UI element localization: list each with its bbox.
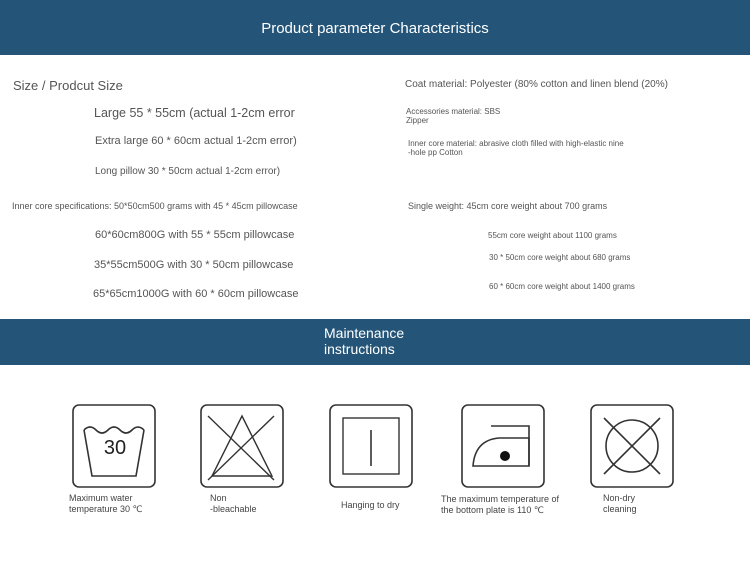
- maintenance-title: [324, 325, 404, 357]
- no-dry-clean-caption-line1: Non-dry: [603, 493, 636, 503]
- iron-caption-line1: The maximum temperature of: [441, 494, 560, 504]
- size-long-pillow: Long pillow 30 * 50cm actual 1-2cm error): [95, 166, 281, 177]
- spec-35x55: 35*55cm500G with 30 * 50cm pillowcase: [94, 259, 294, 271]
- single-weight-label: Single weight: 45cm core weight about 700 grams: [408, 201, 608, 211]
- iron-110-icon: [461, 404, 545, 488]
- maintenance-band: [0, 319, 750, 365]
- size-label: Size / Prodcut Size: [13, 78, 123, 93]
- wash-caption: [69, 493, 143, 515]
- accessories-material: Accessories material: SBS: [406, 107, 501, 116]
- wash-caption-line2: temperature 30 ℃: [69, 504, 143, 514]
- coat-material: Coat material: Polyester (80% cotton and linen blend (20%): [405, 79, 668, 90]
- no-dry-clean-caption-line2: cleaning: [603, 504, 637, 514]
- no-dry-clean-icon: [590, 404, 674, 488]
- spec-60x60: 60*60cm800G with 55 * 55cm pillowcase: [95, 229, 295, 241]
- iron-caption-line2: the bottom plate is 110 ℃: [441, 505, 544, 515]
- iron-caption: [441, 494, 559, 516]
- weight-55cm: 55cm core weight about 1100 grams: [488, 231, 617, 240]
- hang-dry-caption: [341, 500, 400, 511]
- weight-30x50: 30 * 50cm core weight about 680 grams: [489, 253, 631, 262]
- size-extra-large: Extra large 60 * 60cm actual 1-2cm error): [95, 135, 297, 147]
- header-band: [0, 0, 750, 55]
- maintenance-title-line2: instructions: [324, 341, 395, 357]
- maintenance-title-line1: Maintenance: [324, 325, 405, 341]
- no-bleach-caption-line1: Non: [210, 493, 227, 503]
- wash-caption-line1: Maximum water: [69, 493, 133, 503]
- no-bleach-icon: [200, 404, 284, 488]
- hang-dry-caption-line1: Hanging to dry: [341, 500, 400, 510]
- spec-65x65: 65*65cm1000G with 60 * 60cm pillowcase: [93, 288, 299, 300]
- zipper-material: Zipper: [406, 116, 429, 125]
- inner-core-spec-label: Inner core specifications: 50*50cm500 grams with 45 * 45cm pillowcase: [12, 201, 298, 211]
- no-bleach-caption-line2: -bleachable: [210, 504, 257, 514]
- no-dry-clean-caption: [603, 493, 637, 515]
- wash-30-icon: [72, 404, 156, 488]
- page-title: Product parameter Characteristics: [261, 20, 489, 37]
- weight-60x60: 60 * 60cm core weight about 1400 grams: [489, 282, 635, 291]
- size-large: Large 55 * 55cm (actual 1-2cm error: [94, 106, 295, 120]
- no-bleach-caption: [210, 493, 257, 515]
- inner-core-material-line1: Inner core material: abrasive cloth filled with high-elastic nine: [408, 139, 624, 148]
- hang-dry-icon: [329, 404, 413, 488]
- wash-temperature: 30: [103, 437, 127, 459]
- inner-core-material-line2: -hole pp Cotton: [408, 148, 463, 157]
